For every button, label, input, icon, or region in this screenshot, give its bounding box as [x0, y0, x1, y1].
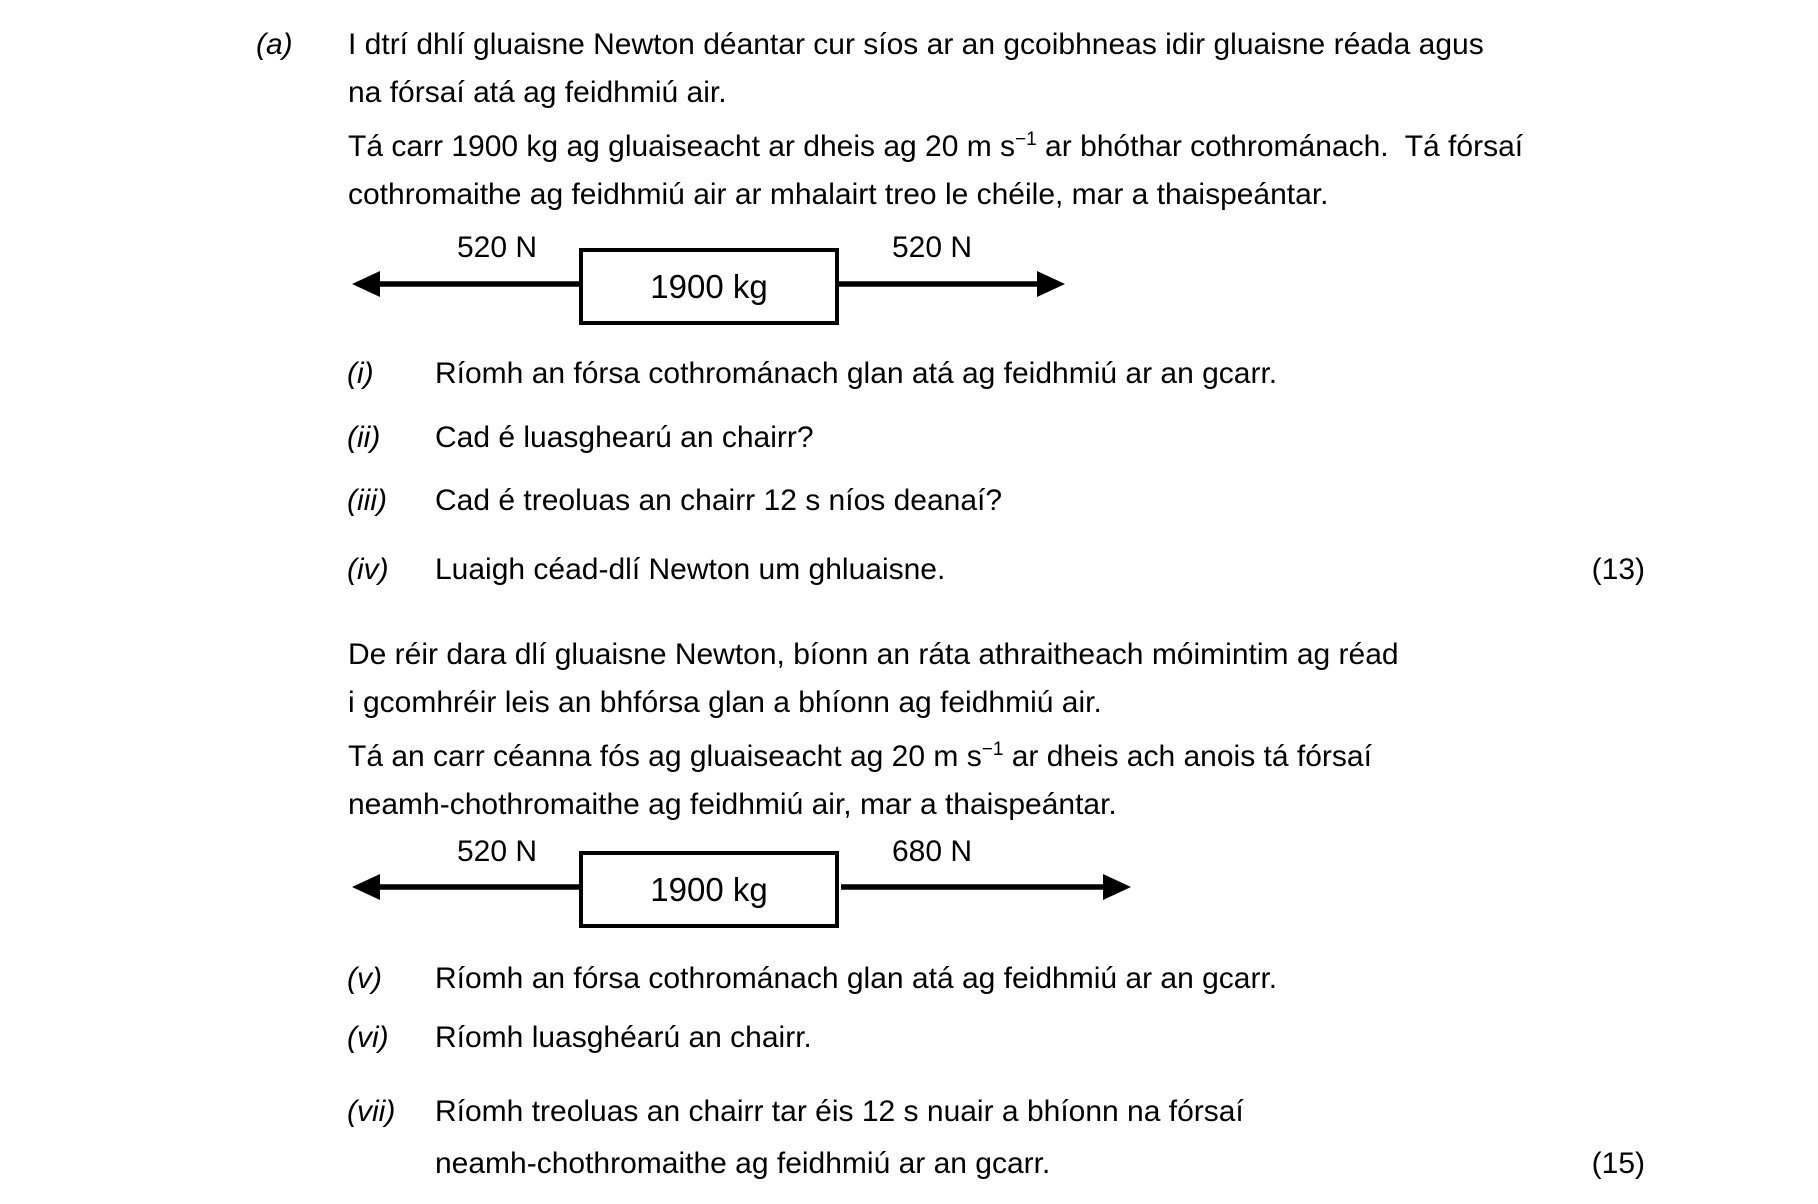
question-number: (v)	[347, 962, 382, 995]
question-number: (vi)	[347, 1021, 389, 1054]
question-number: (iv)	[347, 553, 389, 586]
second-paragraph	[348, 631, 1399, 828]
question-row-iii	[0, 477, 1818, 524]
question-number: (ii)	[347, 421, 381, 454]
paragraph-line: neamh-chothromaithe ag feidhmiú air, mar a thaispeántar.	[348, 787, 1117, 821]
question-row-vi	[0, 1014, 1818, 1061]
line-text: ar bhóthar cothrománach. Tá fórsaí	[1036, 130, 1524, 163]
paragraph-line: na fórsaí atá ag feidhmiú air.	[348, 75, 727, 109]
right-force-arrow	[838, 271, 1065, 297]
mass-label: 1900 kg	[650, 267, 768, 305]
paragraph-line: i gcomhréir leis an bhfórsa glan a bhíonn ag feidhmiú air.	[348, 685, 1102, 719]
question-row-v	[0, 955, 1818, 1002]
force-diagram-unbalanced	[0, 833, 1818, 943]
superscript-exponent: −1	[981, 739, 1004, 760]
question-number: (vii)	[347, 1095, 396, 1128]
right-force-label: 520 N	[891, 231, 973, 264]
paragraph-line: De réir dara dlí gluaisne Newton, bíonn an ráta athraitheach móimintim ag réad	[348, 638, 1399, 671]
intro-paragraph	[348, 21, 1523, 218]
mass-box	[579, 851, 839, 928]
question-text: Luaigh céad-dlí Newton um ghluaisne.	[435, 553, 946, 586]
question-text: neamh-chothromaithe ag feidhmiú ar an gcarr.	[435, 1147, 1051, 1180]
question-row-ii	[0, 414, 1818, 461]
left-force-arrow	[352, 271, 580, 297]
force-diagram-balanced	[0, 230, 1818, 340]
marks-badge: (13)	[1591, 553, 1645, 586]
question-text: Cad é luasghearú an chairr?	[435, 421, 814, 454]
paragraph-line: cothromaithe ag feidhmiú air ar mhalairt treo le chéile, mar a thaispeántar.	[348, 177, 1329, 211]
line-text: Tá carr 1900 kg ag gluaiseacht ar dheis ag 20 m s	[348, 130, 1016, 163]
left-force-label: 520 N	[456, 835, 538, 868]
question-text: Cad é treoluas an chairr 12 s níos deanaí?	[435, 484, 1003, 517]
question-text: Ríomh treoluas an chairr tar éis 12 s nuair a bhíonn na fórsaí	[435, 1095, 1244, 1128]
question-number: (i)	[347, 357, 374, 390]
paragraph-line: I dtrí dhlí gluaisne Newton déantar cur síos ar an gcoibhneas idir gluaisne réada agus	[348, 28, 1484, 61]
paragraph-line	[348, 116, 1523, 171]
question-text: Ríomh an fórsa cothrománach glan atá ag feidhmiú ar an gcarr.	[435, 962, 1278, 995]
mass-label: 1900 kg	[650, 870, 768, 908]
left-force-label: 520 N	[456, 231, 538, 264]
right-force-label: 680 N	[891, 835, 973, 868]
left-force-arrow	[352, 874, 580, 900]
superscript-exponent: −1	[1015, 129, 1037, 150]
line-text: Tá an carr céanna fós ag gluaiseacht ag 20 m s	[348, 740, 982, 773]
question-text: Ríomh luasghéarú an chairr.	[435, 1021, 812, 1054]
line-text: ar dheis ach anois tá fórsaí	[1003, 740, 1372, 773]
marks-badge: (15)	[1591, 1147, 1645, 1180]
paragraph-line	[348, 726, 1399, 781]
mass-box	[579, 248, 839, 325]
part-label: (a)	[256, 28, 293, 61]
question-text: Ríomh an fórsa cothrománach glan atá ag feidhmiú ar an gcarr.	[435, 357, 1278, 390]
question-row-i	[0, 350, 1818, 397]
question-row-vii	[0, 1088, 1818, 1188]
right-force-arrow	[841, 874, 1131, 900]
question-row-iv	[0, 546, 1818, 593]
question-number: (iii)	[347, 484, 387, 517]
